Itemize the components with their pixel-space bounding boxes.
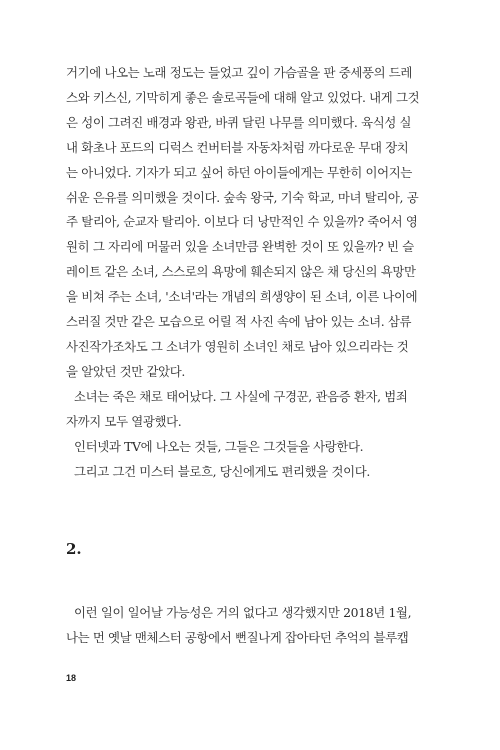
paragraph-4 bbox=[66, 460, 440, 485]
text-line: 스와 키스신, 기막히게 좋은 솔로곡들에 대해 알고 있었다. 내게 그것 bbox=[66, 89, 420, 105]
body-text-bottom bbox=[66, 601, 440, 651]
paragraph-1 bbox=[66, 61, 440, 385]
text-line: 을 알았던 것만 같았다. bbox=[66, 363, 185, 379]
text-line: 거기에 나오는 노래 정도는 들었고 깊이 가슴골을 판 중세풍의 드레 bbox=[66, 65, 413, 80]
text-line: 그리고 그건 미스터 블로흐, 당신에게도 편리했을 것이다. bbox=[74, 463, 370, 479]
text-line: 사진작가조차도 그 소녀가 영원히 소녀인 채로 남아 있으리라는 것 bbox=[66, 338, 409, 354]
page-number: 18 bbox=[66, 673, 77, 683]
text-line: 내 화초나 포드의 디럭스 컨버터블 자동차처럼 까다로운 무대 장치 bbox=[66, 139, 409, 155]
text-line: 소녀는 죽은 채로 태어났다. 그 사실에 구경꾼, 관음증 환자, 범죄 bbox=[74, 388, 408, 404]
text-line: 나는 먼 옛날 맨체스터 공항에서 뻔질나게 잡아타던 추억의 블루캡 bbox=[66, 629, 409, 645]
text-line: 쉬운 은유를 의미했을 것이다. 숲속 왕국, 기숙 학교, 마녀 탈리아, 공 bbox=[66, 189, 419, 205]
text-line: 을 비쳐 주는 소녀, '소녀'라는 개념의 희생양이 된 소녀, 이른 나이에 bbox=[66, 289, 418, 305]
paragraph-3 bbox=[66, 435, 440, 460]
paragraph-5 bbox=[66, 601, 440, 651]
text-line: 주 탈리아, 순교자 탈리아. 이보다 더 낭만적인 수 있을까? 죽어서 영 bbox=[66, 214, 418, 230]
section-number: 2. bbox=[66, 540, 82, 558]
text-line: 은 성이 그려진 배경과 왕관, 바퀴 달린 나무를 의미했다. 육식성 실 bbox=[66, 114, 412, 130]
text-line: 레이트 같은 소녀, 스스로의 욕망에 훼손되지 않은 채 당신의 욕망만 bbox=[66, 264, 416, 280]
text-line: 이런 일이 일어날 가능성은 거의 없다고 생각했지만 2018년 1월, bbox=[74, 605, 412, 620]
text-line: 인터넷과 TV에 나오는 것들, 그들은 그것들을 사랑한다. bbox=[74, 438, 364, 454]
paragraph-2 bbox=[66, 385, 440, 435]
text-line: 스러질 것만 같은 모습으로 어릴 적 사진 속에 남아 있는 소녀. 삼류 bbox=[66, 314, 412, 330]
text-line: 자까지 모두 열광했다. bbox=[66, 413, 182, 429]
text-line: 원히 그 자리에 머물러 있을 소녀만큼 완벽한 것이 또 있을까? 빈 슬 bbox=[66, 239, 414, 255]
text-line: 는 아니었다. 기자가 되고 싶어 하던 아이들에게는 무한히 이어지는 bbox=[66, 164, 413, 180]
body-text bbox=[66, 61, 440, 484]
